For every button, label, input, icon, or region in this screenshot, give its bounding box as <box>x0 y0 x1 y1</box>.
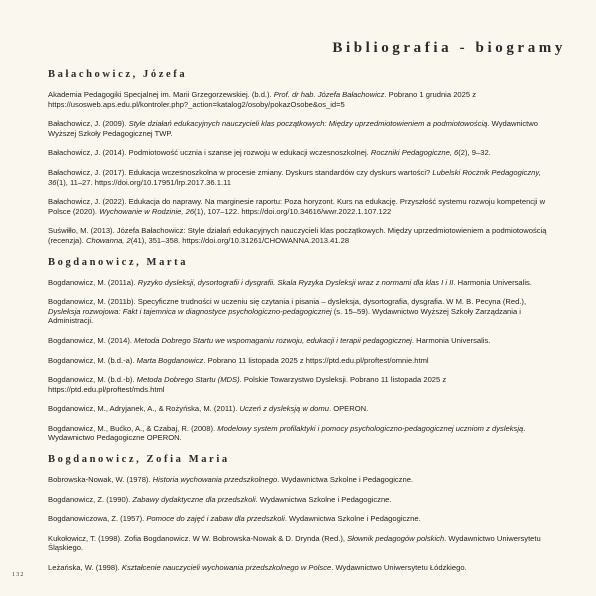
entry-text: . Wydawnictwa Szkolne i Pedagogiczne. <box>284 514 421 524</box>
entry-text: Bogdanowicz, M. (2011a). <box>48 277 138 287</box>
bibliography-entry <box>48 563 556 573</box>
bibliography-entry <box>48 297 556 326</box>
entry-title-italic: Uczeń z dysleksją w domu <box>239 404 329 414</box>
entry-title-italic: Ryzyko dysleksji, dysortografii i dysgrafii. Skala Ryzyka Dysleksji wraz z normami dla klas I i II <box>137 277 454 287</box>
entry-title-italic: Style działań edukacyjnych nauczycieli klas początkowych: Między uprzedmiotowieniem a podmiotowością <box>128 119 488 129</box>
entry-text: (2), 9–32. <box>458 148 491 158</box>
entry-text: Bobrowska-Nowak, W. (1978). <box>48 475 153 485</box>
entry-title-italic: Marta Bogdanowicz <box>136 355 204 365</box>
entry-text: . Pobrano 11 listopada 2025 z https://ptd.edu.pl/proftest/omnie.html <box>203 355 429 365</box>
bibliography-entry <box>48 424 556 443</box>
entry-text: . Wydawnictwa Szkolne i Pedagogiczne. <box>277 475 414 485</box>
section-balachowicz <box>48 68 556 246</box>
bibliography-entry <box>48 336 556 346</box>
bibliography-entry <box>48 148 556 158</box>
entry-text: . Wydawnictwo Uniwersytetu Łódzkiego. <box>331 563 467 573</box>
entry-text: Bogdanowicz, M., Bućko, A., & Czabaj, R. (2008). <box>48 423 218 433</box>
entry-text: Bogdanowicz, M., Adryjanek, A., & Rożyńska, M. (2011). <box>48 404 240 414</box>
entry-title-italic: Metoda Dobrego Startu (MDS) <box>136 375 240 385</box>
bibliography-entry <box>48 197 556 216</box>
entry-title-italic: Metoda Dobrego Startu we wspomaganiu rozwoju, edukacji i terapii pedagogicznej <box>134 335 412 345</box>
entry-text: Suświłło, M. (2013). Józefa Bałachowicz: Style działań edukacyjnych nauczycieli klas początkowych. Między uprzedmiotowieniem a podmiotowością (recenzja). <box>48 226 547 245</box>
entry-title-italic: Chowanna, 2 <box>85 235 131 245</box>
bibliography-entry <box>48 534 556 553</box>
bibliography-entry <box>48 356 556 366</box>
entry-text: Bałachowicz, J. (2014). Podmiotowość ucznia i szanse jej rozwoju w edukacji wczesnoszkolnej. <box>48 148 371 158</box>
entry-text: . Harmonia Universalis. <box>453 277 532 287</box>
entry-text: Bogdanowicz, M. (2014). <box>48 335 135 345</box>
bibliography-entry <box>48 278 556 288</box>
bibliography-entry <box>48 226 556 245</box>
entry-text: Bogdanowiczowa, Z. (1957). <box>48 514 147 524</box>
section-bogdanowicz-marta <box>48 256 556 444</box>
bibliography-entry <box>48 90 556 109</box>
entry-text: Akademia Pedagogiki Specjalnej im. Marii Grzegorzewskiej. (b.d.). <box>48 90 274 99</box>
entry-title-italic: Modelowy system profilaktyki i pomocy psychologiczno-pedagogicznej uczniom z dysleksją <box>217 423 524 433</box>
entry-title-italic: Słownik pedagogów polskich <box>347 533 445 543</box>
entry-text: . Wydawnictwo Uniwersytetu Śląskiego. <box>48 533 541 553</box>
entry-text: . Wydawnictwo Wyższej Szkoły Pedagogicznej TWP. <box>48 119 538 138</box>
bibliography-entry <box>48 514 556 524</box>
entry-title-italic: Kształcenie nauczycieli wychowania przedszkolnego w Polsce <box>121 563 332 573</box>
entry-text: Bałachowicz, J. (2009). <box>48 119 129 129</box>
entry-title-italic: Wychowanie w Rodzinie, 26 <box>99 206 195 216</box>
bibliography-entry <box>48 404 556 414</box>
entry-text: Bałachowicz, J. (2017). Edukacja wczesnoszkolna w procesie zmiany. Dyskurs standardów czy dyskurs wartości? <box>48 167 433 177</box>
entry-text: . Wydawnictwa Szkolne i Pedagogiczne. <box>255 494 392 504</box>
entry-title-italic: Dysleksja rozwojowa: Fakt i tajemnica w diagnostyce psychologiczno-pedagogicznej <box>48 306 332 316</box>
entry-text: . Harmonia Universalis. <box>411 335 491 345</box>
entry-text: Bogdanowicz, M. (b.d.-a). <box>48 355 137 365</box>
bibliography-entry <box>48 495 556 505</box>
section-bogdanowicz-zofia <box>48 453 556 573</box>
entry-text: . Pobrano 1 grudnia 2025 z https://usosweb.aps.edu.pl/kontroler.php?_action=katalog2/osoby/pokazOsobe&os_id=5 <box>48 90 477 109</box>
entry-text: . Polskie Towarzystwo Dysleksji. Pobrano 11 listopada 2025 z https://ptd.edu.pl/proftest/mds.html <box>48 375 447 394</box>
entry-text: Bogdanowicz, M. (2011b). Specyficzne trudności w uczeniu się czytania i pisania – dysleksja, dysortografia, dysgrafia. W M. B. Pecyna (Red.), <box>48 297 527 307</box>
entry-text: Bałachowicz, J. (2022). Edukacja do naprawy. Na marginesie raportu: Poza horyzont. Kurs na edukację. Przyszłość systemu rozwoju kompetencji w Polsce (2020). <box>48 197 546 216</box>
section-heading: Bogdanowicz, Marta <box>48 256 189 268</box>
bibliography-entry <box>48 119 556 138</box>
section-heading: Bałachowicz, Józefa <box>48 69 188 80</box>
entry-text: . Wydawnictwo Pedagogiczne OPERON. <box>48 423 526 443</box>
entry-title-italic: Lubelski Rocznik Pedagogiczny, 36 <box>48 167 541 187</box>
entry-title-italic: Roczniki Pedagogiczne, 6 <box>370 148 459 158</box>
entry-text: Leżańska, W. (1998). <box>48 563 122 573</box>
entry-title-italic: Pomoce do zajęć i zabaw dla przedszkoli <box>146 514 285 524</box>
entry-text: (41), 351–358. https://doi.org/10.31261/CHOWANNA.2013.41.28 <box>130 235 350 245</box>
entry-text: Bogdanowicz, Z. (1990). <box>48 494 133 504</box>
page-title: Bibliografia - biogramy <box>332 40 566 56</box>
section-heading: Bogdanowicz, Zofia Maria <box>48 454 230 466</box>
entry-text: (s. 15–59). Wydawnictwo Wyższej Szkoły Zarządzania i Administracji. <box>48 306 521 326</box>
bibliography-entry <box>48 375 556 394</box>
entry-text: Bogdanowicz, M. (b.d.-b). <box>48 375 137 385</box>
entry-title-italic: Prof. dr hab. Józefa Bałachowicz <box>273 90 385 99</box>
entry-text: Kukołowicz, T. (1998). Zofia Bogdanowicz. W W. Bobrowska-Nowak & D. Drynda (Red.), <box>48 533 348 543</box>
bibliography-entry <box>48 475 556 485</box>
entry-title-italic: Zabawy dydaktyczne dla przedszkoli <box>132 494 256 504</box>
entry-text: . OPERON. <box>328 404 369 414</box>
entry-title-italic: Historia wychowania przedszkolnego <box>152 475 278 485</box>
bibliography-entry <box>48 168 556 187</box>
entry-text: (1), 107–122. https://doi.org/10.34616/wwr.2022.1.107.122 <box>194 206 392 216</box>
bibliography-content <box>48 68 556 583</box>
entry-text: (1), 11–27. https://doi.org/10.17951/lrp.2017.36.1.11 <box>56 177 231 187</box>
page-number: 132 <box>12 572 25 578</box>
